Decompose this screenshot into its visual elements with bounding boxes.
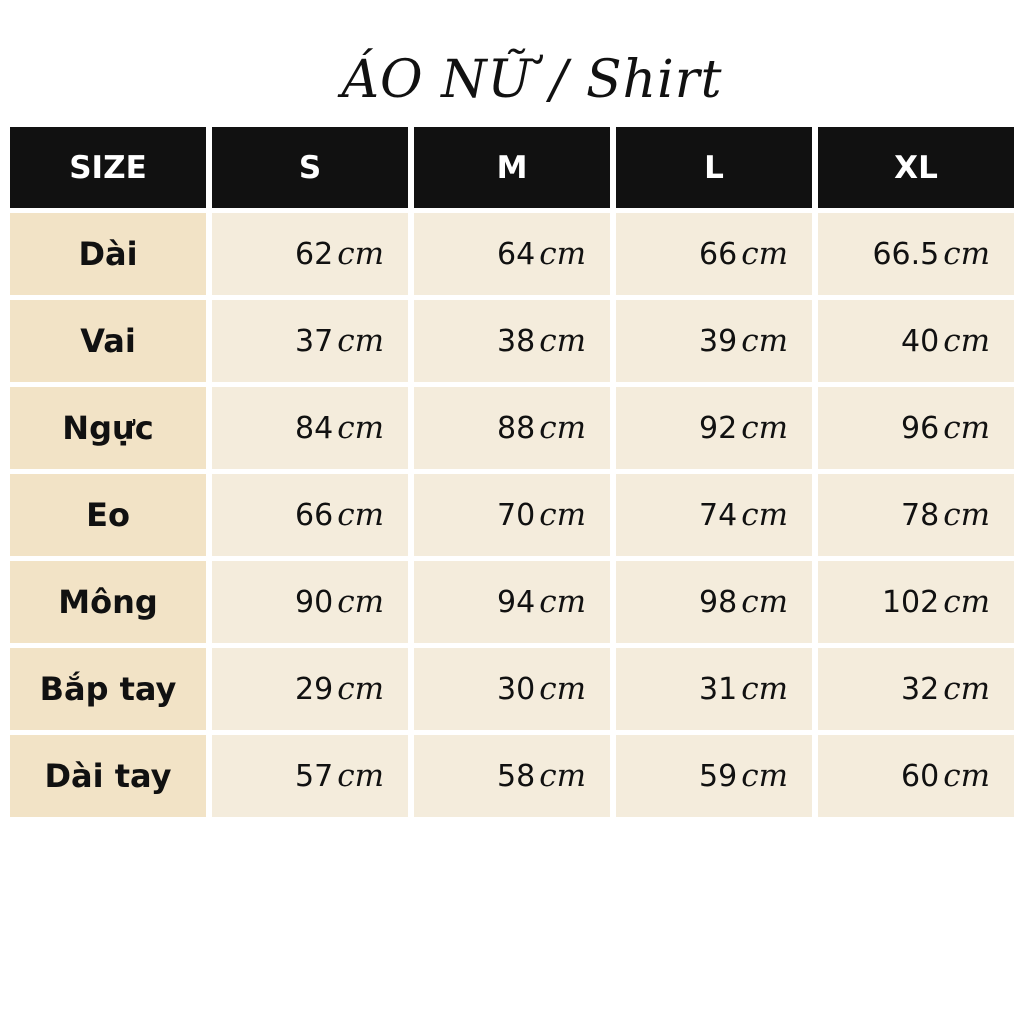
measurement-value: 92 <box>699 410 738 446</box>
measurement-cell <box>616 735 812 817</box>
row-label: Dài tay <box>10 735 206 817</box>
measurement-value: 38 <box>497 323 536 359</box>
measurement-cell <box>212 300 408 382</box>
measurement-cell <box>212 213 408 295</box>
unit-label: cm <box>539 236 586 272</box>
unit-label: cm <box>539 758 586 794</box>
measurement-value: 90 <box>295 584 334 620</box>
unit-label: cm <box>741 236 788 272</box>
measurement-cell <box>818 300 1014 382</box>
measurement-cell <box>414 474 610 556</box>
measurement-cell <box>212 648 408 730</box>
table-row <box>10 561 1014 643</box>
measurement-value: 94 <box>497 584 536 620</box>
measurement-value: 66 <box>295 497 334 533</box>
measurement-cell <box>818 648 1014 730</box>
unit-label: cm <box>337 497 384 533</box>
row-label: Vai <box>10 300 206 382</box>
header-l: L <box>616 127 812 208</box>
measurement-value: 62 <box>295 236 334 272</box>
measurement-value: 66 <box>699 236 738 272</box>
table-row <box>10 300 1014 382</box>
unit-label: cm <box>943 671 990 707</box>
measurement-cell <box>212 474 408 556</box>
unit-label: cm <box>337 758 384 794</box>
table-row <box>10 213 1014 295</box>
measurement-cell <box>616 213 812 295</box>
table-body <box>10 213 1014 817</box>
measurement-value: 74 <box>699 497 738 533</box>
measurement-cell <box>616 648 812 730</box>
measurement-value: 78 <box>901 497 940 533</box>
unit-label: cm <box>943 236 990 272</box>
unit-label: cm <box>337 584 384 620</box>
unit-label: cm <box>539 410 586 446</box>
header-size: SIZE <box>10 127 206 208</box>
measurement-cell <box>414 387 610 469</box>
measurement-value: 96 <box>901 410 940 446</box>
row-label: Dài <box>10 213 206 295</box>
unit-label: cm <box>337 671 384 707</box>
measurement-cell <box>818 735 1014 817</box>
measurement-value: 37 <box>295 323 334 359</box>
measurement-value: 102 <box>881 584 940 620</box>
measurement-cell <box>616 300 812 382</box>
table-header-row <box>10 127 1014 208</box>
measurement-cell <box>818 561 1014 643</box>
unit-label: cm <box>943 497 990 533</box>
unit-label: cm <box>943 758 990 794</box>
table-row <box>10 474 1014 556</box>
size-chart-table <box>10 127 1014 822</box>
measurement-cell <box>616 387 812 469</box>
unit-label: cm <box>337 323 384 359</box>
measurement-cell <box>616 561 812 643</box>
table-row <box>10 735 1014 817</box>
measurement-value: 30 <box>497 671 536 707</box>
measurement-cell <box>414 561 610 643</box>
measurement-cell <box>212 387 408 469</box>
header-m: M <box>414 127 610 208</box>
unit-label: cm <box>741 758 788 794</box>
measurement-value: 66.5 <box>872 236 940 272</box>
unit-label: cm <box>539 584 586 620</box>
measurement-value: 70 <box>497 497 536 533</box>
measurement-value: 32 <box>901 671 940 707</box>
measurement-value: 60 <box>901 758 940 794</box>
unit-label: cm <box>337 236 384 272</box>
row-label: Mông <box>10 561 206 643</box>
unit-label: cm <box>539 497 586 533</box>
measurement-value: 64 <box>497 236 536 272</box>
measurement-value: 84 <box>295 410 334 446</box>
unit-label: cm <box>337 410 384 446</box>
unit-label: cm <box>741 410 788 446</box>
unit-label: cm <box>741 584 788 620</box>
measurement-cell <box>414 648 610 730</box>
measurement-cell <box>414 300 610 382</box>
measurement-cell <box>414 735 610 817</box>
measurement-cell <box>818 387 1014 469</box>
measurement-cell <box>414 213 610 295</box>
header-xl: XL <box>818 127 1014 208</box>
unit-label: cm <box>539 323 586 359</box>
measurement-value: 39 <box>699 323 738 359</box>
measurement-cell <box>212 561 408 643</box>
unit-label: cm <box>943 584 990 620</box>
row-label: Bắp tay <box>10 648 206 730</box>
header-s: S <box>212 127 408 208</box>
measurement-cell <box>818 213 1014 295</box>
measurement-cell <box>212 735 408 817</box>
unit-label: cm <box>943 410 990 446</box>
measurement-value: 29 <box>295 671 334 707</box>
table-row <box>10 387 1014 469</box>
unit-label: cm <box>741 671 788 707</box>
measurement-value: 31 <box>699 671 738 707</box>
measurement-value: 57 <box>295 758 334 794</box>
measurement-value: 98 <box>699 584 738 620</box>
row-label: Ngực <box>10 387 206 469</box>
measurement-cell <box>616 474 812 556</box>
measurement-value: 59 <box>699 758 738 794</box>
page-title: ÁO NỮ / Shirt <box>341 50 723 110</box>
measurement-value: 88 <box>497 410 536 446</box>
measurement-cell <box>818 474 1014 556</box>
unit-label: cm <box>539 671 586 707</box>
measurement-value: 40 <box>901 323 940 359</box>
unit-label: cm <box>943 323 990 359</box>
measurement-value: 58 <box>497 758 536 794</box>
table-row <box>10 648 1014 730</box>
unit-label: cm <box>741 497 788 533</box>
row-label: Eo <box>10 474 206 556</box>
unit-label: cm <box>741 323 788 359</box>
